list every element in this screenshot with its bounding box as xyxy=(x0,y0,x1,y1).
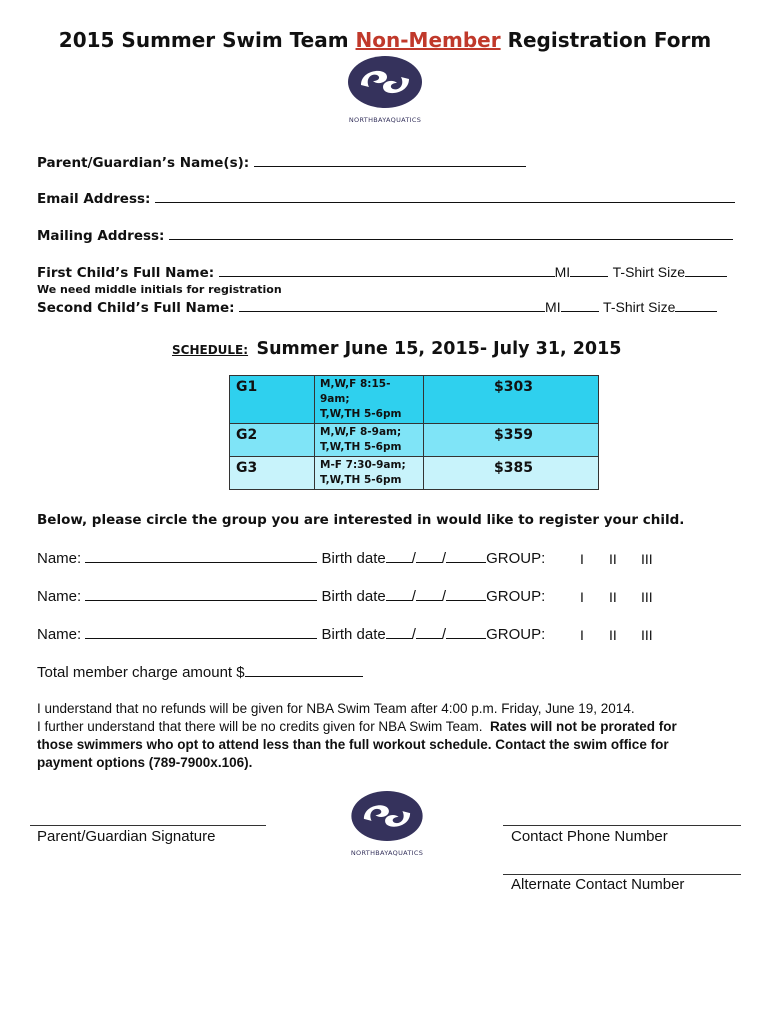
logo-text: NORTHBAYAQUATICS xyxy=(350,849,424,857)
birth-label: Birth date xyxy=(321,588,386,605)
mailing-field[interactable] xyxy=(169,227,733,240)
second-child-mi-label: MI xyxy=(545,299,561,315)
second-child-label: Second Child’s Full Name: xyxy=(37,300,235,316)
birth-year-field[interactable] xyxy=(446,550,486,563)
child-name-field[interactable] xyxy=(85,588,317,601)
first-child-row xyxy=(37,264,727,282)
group-option-ii[interactable]: II xyxy=(609,551,617,567)
schedule-heading xyxy=(172,339,621,359)
group-option-iii[interactable]: III xyxy=(641,551,653,567)
contact-phone-line[interactable] xyxy=(503,825,741,826)
first-child-field[interactable] xyxy=(219,264,555,277)
mailing-label: Mailing Address: xyxy=(37,228,165,244)
birth-month-field[interactable] xyxy=(386,588,412,601)
middle-initial-note: We need middle initials for registration xyxy=(37,283,282,296)
date-slash: / xyxy=(411,588,416,605)
second-child-field[interactable] xyxy=(239,299,545,312)
date-slash: / xyxy=(441,550,447,567)
total-row xyxy=(37,664,363,681)
schedule-row-g3 xyxy=(230,457,599,490)
child-row-2 xyxy=(37,588,545,605)
logo-bottom xyxy=(337,790,437,857)
total-label: Total member charge amount $ xyxy=(37,664,245,681)
time-cell xyxy=(315,424,424,457)
second-child-row xyxy=(37,299,717,317)
group-option-ii[interactable]: II xyxy=(609,589,617,605)
birth-day-field[interactable] xyxy=(416,550,442,563)
title-non-member: Non-Member xyxy=(355,28,501,52)
group-label: GROUP: xyxy=(486,550,546,567)
contact-phone-label: Contact Phone Number xyxy=(511,828,668,845)
first-child-tshirt-label: T-Shirt Size xyxy=(612,264,685,280)
policy-line-1: I understand that no refunds will be given for NBA Swim Team after 4:00 p.m. Friday, June 19, 2014. xyxy=(37,701,635,716)
date-slash: / xyxy=(441,626,447,643)
price-cell: $359 xyxy=(424,424,599,457)
birth-year-field[interactable] xyxy=(446,588,486,601)
time-line-2: T,W,TH 5-6pm xyxy=(320,474,402,486)
name-label: Name: xyxy=(37,550,82,567)
schedule-table xyxy=(229,375,599,490)
group-cell: G1 xyxy=(230,376,315,424)
time-line-2: T,W,TH 5-6pm xyxy=(320,441,402,453)
policy-text xyxy=(37,700,737,772)
parent-name-field[interactable] xyxy=(254,154,526,167)
child-name-field[interactable] xyxy=(85,550,317,563)
parent-signature-line[interactable] xyxy=(30,825,266,826)
policy-line-3: those swimmers who opt to attend less than the full workout schedule. Contact the swim office for xyxy=(37,737,669,752)
child-row-3 xyxy=(37,626,545,643)
group-option-iii[interactable]: III xyxy=(641,627,653,643)
email-row xyxy=(37,190,735,208)
group-cell: G3 xyxy=(230,457,315,490)
title-suffix: Registration Form xyxy=(500,28,712,52)
time-cell xyxy=(315,457,424,490)
schedule-row-g1 xyxy=(230,376,599,424)
schedule-title: Summer June 15, 2015- July 31, 2015 xyxy=(256,339,622,359)
date-slash: / xyxy=(411,550,416,567)
child-row-1 xyxy=(37,550,545,567)
total-amount-field[interactable] xyxy=(245,664,363,677)
parent-signature-label: Parent/Guardian Signature xyxy=(37,828,216,845)
time-line-1: M,W,F 8-9am; xyxy=(320,426,402,438)
title-prefix: 2015 Summer Swim Team xyxy=(58,28,356,52)
parent-name-label: Parent/Guardian’s Name(s): xyxy=(37,155,250,171)
first-child-mi-field[interactable] xyxy=(570,264,608,277)
logo-emblem-icon xyxy=(349,790,425,842)
date-slash: / xyxy=(441,588,447,605)
group-option-iii[interactable]: III xyxy=(641,589,653,605)
first-child-label: First Child’s Full Name: xyxy=(37,265,215,281)
price-cell: $385 xyxy=(424,457,599,490)
email-label: Email Address: xyxy=(37,191,151,207)
time-line-1: M-F 7:30-9am; xyxy=(320,459,406,471)
policy-line-2 xyxy=(37,718,737,736)
birth-label: Birth date xyxy=(321,550,386,567)
group-label: GROUP: xyxy=(486,588,546,605)
birth-year-field[interactable] xyxy=(446,626,486,639)
alt-contact-line[interactable] xyxy=(503,874,741,875)
logo-text: NORTHBAYAQUATICS xyxy=(348,116,422,124)
child-name-field[interactable] xyxy=(85,626,317,639)
schedule-label: SCHEDULE: xyxy=(172,343,249,357)
group-option-i[interactable]: I xyxy=(580,589,584,605)
form-title xyxy=(0,28,770,52)
second-child-tshirt-label: T-Shirt Size xyxy=(603,299,676,315)
policy-prorate: Rates will not be prorated for xyxy=(489,719,677,734)
time-line-1: M,W,F 8:15-9am; xyxy=(320,378,391,405)
circle-instruction: Below, please circle the group you are interested in would like to register your child. xyxy=(37,512,685,528)
group-label: GROUP: xyxy=(486,626,546,643)
mailing-row xyxy=(37,227,733,245)
second-child-mi-field[interactable] xyxy=(561,299,599,312)
birth-day-field[interactable] xyxy=(416,588,442,601)
schedule-row-g2 xyxy=(230,424,599,457)
time-cell xyxy=(315,376,424,424)
logo-top xyxy=(335,55,435,124)
second-child-tshirt-field[interactable] xyxy=(675,299,717,312)
group-option-i[interactable]: I xyxy=(580,551,584,567)
date-slash: / xyxy=(411,626,416,643)
birth-day-field[interactable] xyxy=(416,626,442,639)
group-option-i[interactable]: I xyxy=(580,627,584,643)
name-label: Name: xyxy=(37,626,82,643)
price-cell: $303 xyxy=(424,376,599,424)
first-child-mi-label: MI xyxy=(554,264,571,280)
alt-contact-label: Alternate Contact Number xyxy=(511,876,685,893)
group-cell: G2 xyxy=(230,424,315,457)
logo-emblem-icon xyxy=(347,55,423,109)
name-label: Name: xyxy=(37,588,82,605)
first-child-tshirt-field[interactable] xyxy=(685,264,727,277)
email-field[interactable] xyxy=(155,190,735,203)
birth-month-field[interactable] xyxy=(386,626,412,639)
parent-name-row xyxy=(37,154,526,172)
group-option-ii[interactable]: II xyxy=(609,627,617,643)
policy-line-4: payment options (789-7900x.106). xyxy=(37,755,253,770)
birth-month-field[interactable] xyxy=(386,550,412,563)
birth-label: Birth date xyxy=(321,626,386,643)
time-line-2: T,W,TH 5-6pm xyxy=(320,408,402,420)
policy-credits: I further understand that there will be no credits given for NBA Swim Team. xyxy=(37,719,483,734)
